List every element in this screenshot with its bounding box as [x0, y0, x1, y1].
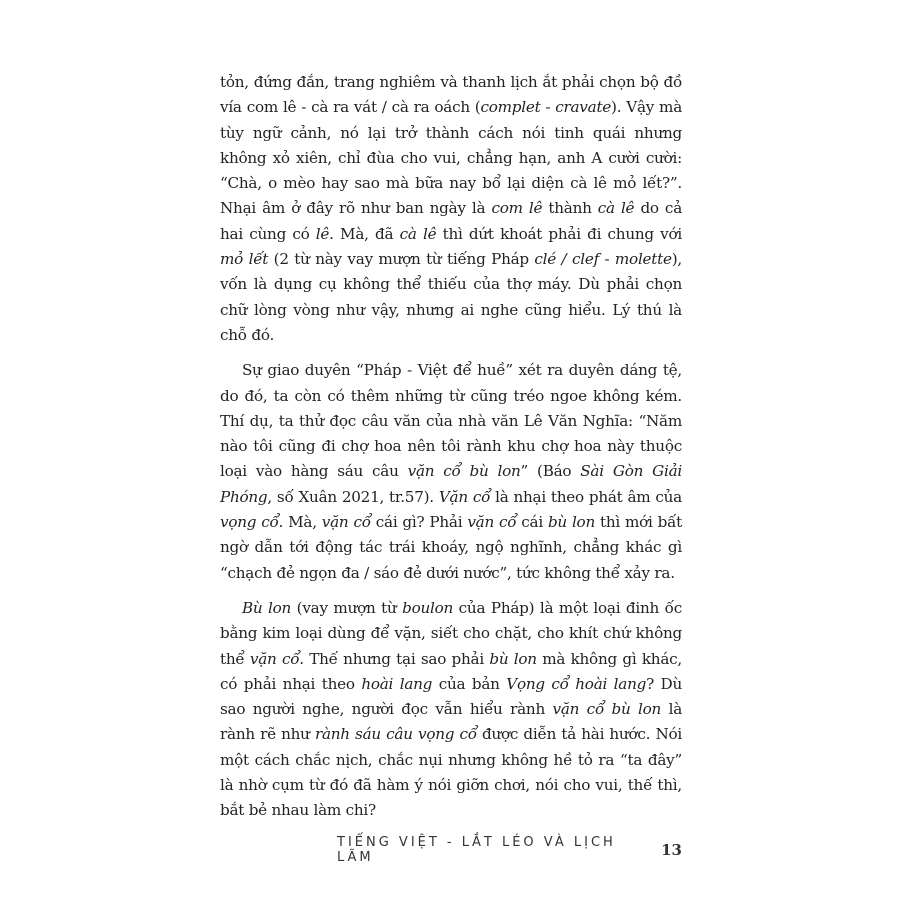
text-run: , số Xuân 2021, tr.57). — [267, 487, 439, 506]
text-run: mỏ lết — [220, 250, 269, 269]
text-run: vặn cổ bù lon — [407, 462, 521, 481]
text-run: cà lê — [399, 224, 437, 243]
text-run: Sự giao duyên “Pháp - Việt để huề” xét ra duyên dáng tệ, do đó, ta còn có thêm những từ cũng tréo ngoe không kém. Thí dụ, ta thử đọc câu văn của nhà văn Lê Văn Nghĩa: “Năm nào tôi cũng đi chợ hoa nên tôi rành khu chợ hoa này thuộc loại vào hàng sáu câu — [220, 361, 682, 481]
running-title: TIẾNG VIỆT - LẮT LÉO VÀ LỊCH LÃM — [337, 835, 616, 865]
text-run: ? Dù sao người nghe, người đọc vẫn hiểu rành — [220, 674, 683, 719]
text-run: . Mà, — [278, 513, 322, 532]
text-run: vặn cổ — [467, 513, 517, 532]
text-run: ), vốn là dụng cụ không thể thiếu của thợ máy. Dù phải chọn chữ lòng vòng như vậy, nhưng ai nghe cũng hiểu. Lý thú là chỗ đó. — [220, 250, 682, 344]
text-run: cái gì? Phải — [370, 513, 468, 532]
text-run: vặn cổ bù lon — [552, 700, 662, 719]
text-run: complet - cravate — [480, 98, 612, 117]
page-number: 13 — [661, 841, 682, 859]
text-run: tỏn, đứng đắn, trang nghiêm và thanh lịch ắt phải chọn bộ đồ vía com lê - cà ra vát / cà ra oách ( — [220, 73, 682, 117]
paragraph-2 — [220, 358, 682, 586]
text-run: thành — [542, 199, 598, 218]
text-run: bù lon — [489, 649, 537, 668]
text-run: hoài lang — [361, 674, 433, 693]
paragraph-1 — [220, 70, 682, 348]
text-run: . Thế nhưng tại sao phải — [299, 649, 490, 668]
body-text — [220, 70, 682, 834]
text-run: com lê — [491, 199, 543, 218]
text-run: ). Vậy mà tùy ngữ cảnh, nó lại trở thành cách nói tinh quái nhưng không xỏ xiên, chỉ đùa cho vui, chẳng hạn, anh A cười cười: “Chà, o mèo hay sao mà bữa nay bổ lại diện cà lê mỏ lết?”. Nhại âm ở đây rõ như ban ngày là — [220, 98, 683, 218]
paragraph-3 — [220, 596, 682, 824]
text-run: được diễn tả hài hước. Nói một cách chắc nịch, chắc nụi nhưng không hề tỏ ra “ta đây” là nhờ cụm từ đó đã hàm ý nói giỡn chơi, nói cho vui, thế thì, bắt bẻ nhau làm chi? — [220, 725, 683, 820]
text-run: cái — [516, 513, 548, 532]
text-run: Vọng cổ hoài lang — [506, 674, 647, 693]
text-run: bù lon — [547, 513, 595, 532]
text-run: boulon — [402, 598, 454, 617]
text-run: vọng cổ — [220, 513, 279, 532]
text-run: lê — [315, 224, 330, 243]
text-run: ” (Báo — [520, 462, 581, 481]
text-run: là rành rẽ như — [220, 700, 682, 744]
text-run: vặn cổ — [321, 513, 371, 532]
text-run: của Pháp) là một loại đinh ốc bằng kim loại dùng để vặn, siết cho chặt, cho khít chứ không thể — [220, 598, 682, 668]
text-run: clé / clef - molette — [534, 250, 672, 269]
text-run: Bù lon — [242, 598, 292, 617]
text-run: thì mới bất ngờ dẫn tới động tác trái khoáy, ngộ nghĩnh, chẳng khác gì “chạch đẻ ngọn đa / sáo đẻ dưới nước”, tức không thể xảy ra. — [220, 513, 683, 582]
text-run: Sài Gòn Giải Phóng — [220, 462, 682, 506]
text-run: thì dứt khoát phải đi chung với — [436, 224, 682, 243]
text-run: (2 từ này vay mượn từ tiếng Pháp — [268, 250, 535, 269]
text-run: cà lê — [597, 199, 635, 218]
text-run: vặn cổ — [249, 649, 300, 668]
text-run: . Mà, đã — [329, 224, 400, 243]
text-run: (vay mượn từ — [291, 598, 403, 617]
text-run: mà không gì khác, có phải nhại theo — [220, 649, 682, 693]
text-run: do cả hai cùng có — [220, 199, 682, 243]
text-run: rành sáu câu vọng cổ — [314, 725, 477, 744]
page-footer — [337, 835, 682, 865]
text-run: của bản — [432, 674, 507, 693]
text-run: Vặn cổ — [438, 487, 491, 506]
text-run: là nhại theo phát âm của — [490, 487, 682, 506]
